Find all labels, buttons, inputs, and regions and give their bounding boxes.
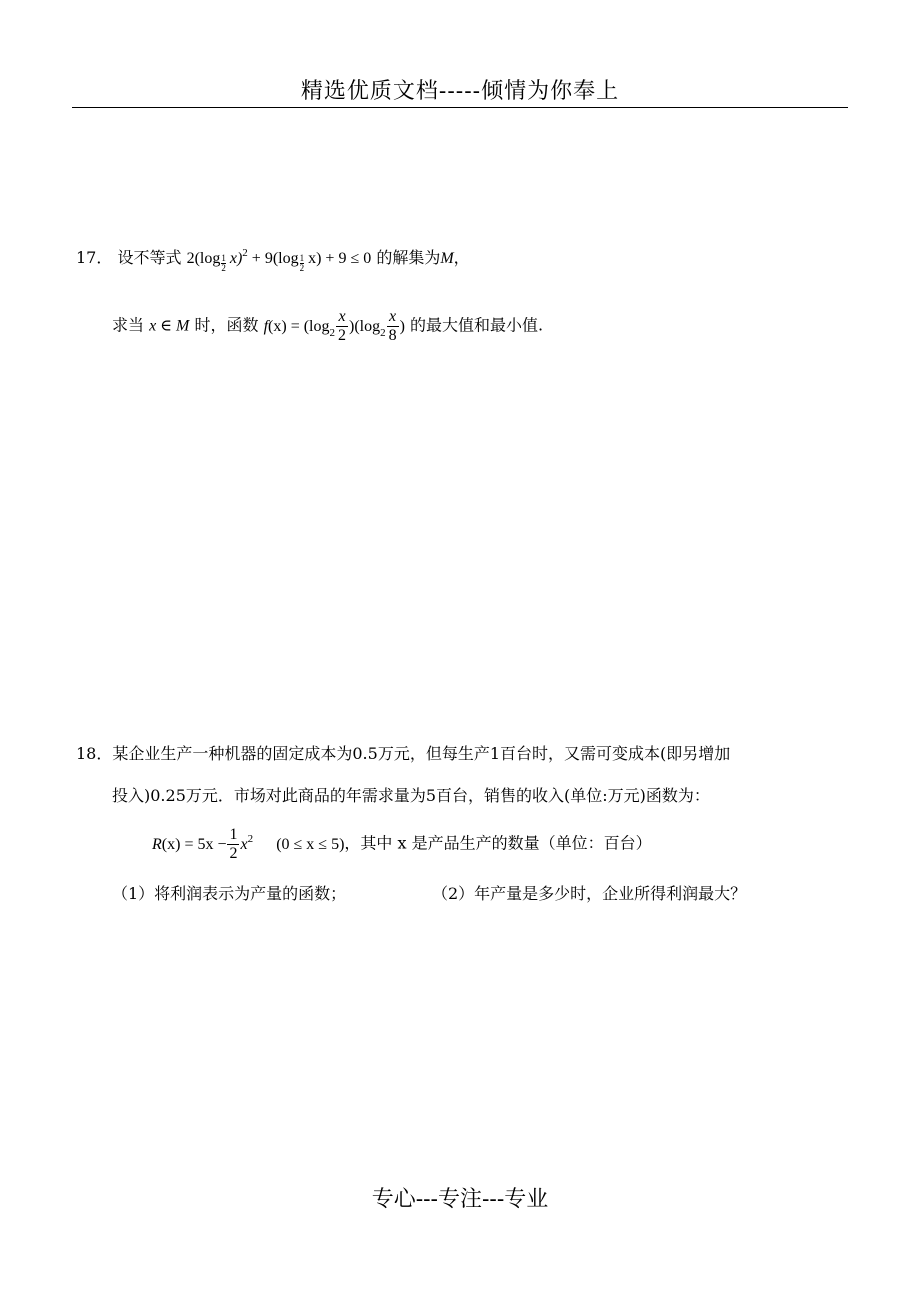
q17-line2-e: )(log [349,317,381,335]
q17-frac-x-over-8 [387,308,399,346]
q18-part2: （2）年产量是多少时，企业所得利润最大？ [432,884,747,903]
half-num-2: 1 [299,253,305,263]
q18-eq-a: (x) = 5x − [161,835,227,853]
frac2-num: x [389,308,397,325]
half-den-1: 2 [221,263,226,274]
q17-var-M: M [440,250,454,267]
q17-expr-a: 2(log [186,250,221,267]
q17-line1 [76,247,470,274]
q18-eq-square: 2 [247,832,254,845]
q17-line2-d: (x) = (log [268,317,330,335]
half-den-2: 2 [299,263,305,274]
q17-line2 [112,308,543,346]
q18-frac-half [227,826,239,864]
q17-line2-b: x ∈ M [149,317,190,335]
q17-tail: 的解集为 [376,248,441,267]
frac2-den: 8 [388,327,397,345]
q18-frac-den: 2 [229,845,238,863]
q17-line2-a: 求当 [112,315,145,335]
q18-domain: (0 ≤ x ≤ 5) [276,835,345,853]
q17-comma: ， [453,248,470,267]
q17-intro: 设不等式 [117,248,182,267]
page-header: 精选优质文档-----倾情为你奉上 [300,79,620,104]
q17-frac-x-over-2 [336,308,348,346]
frac1-den: 2 [338,327,346,345]
q18-eq-tail: ，其中 x 是产品生产的数量（单位：百台） [344,833,652,853]
header-rule [72,107,848,108]
q18-equation [152,826,652,864]
q17-log-base-1 [221,254,226,274]
q17-expr-b: x) [225,250,243,267]
q17-square: 2 [242,247,248,259]
q18-line2: 投入)0.25万元．市场对此商品的年需求量为5百台，销售的收入(单位:万元)函数为： [112,786,710,805]
q18-eq-b: x [240,835,248,853]
q17-line2-c: 时，函数 [194,315,259,335]
q18-frac-num: 1 [229,826,238,843]
q17-expr [186,247,372,274]
q17-line2-tail: 的最大值和最小值. [410,315,544,335]
q17-line2-g: ) [399,317,405,335]
q17-log-base-2 [300,254,305,274]
q18-R: R [152,835,162,853]
q18-line1 [76,746,730,762]
q17-log-base-a: 2 [329,326,335,339]
frac1-num: x [338,308,346,325]
q17-number: 17． [76,248,113,267]
q17-func-f: f [263,317,269,335]
q17-log-base-b: 2 [380,326,386,339]
q18-number: 18． [76,744,113,763]
q17-expr-c: + 9(log [247,250,299,267]
page-footer: 专心---专注---专业 [371,1187,549,1212]
q17-expr-d: x) + 9 ≤ 0 [304,250,372,267]
q18-line1-text: 某企业生产一种机器的固定成本为0.5万元，但每生产1百台时，又需可变成本(即另增加 [112,744,731,763]
q18-part1: （1）将利润表示为产量的函数； [112,884,347,903]
half-num-1: 1 [221,253,226,263]
